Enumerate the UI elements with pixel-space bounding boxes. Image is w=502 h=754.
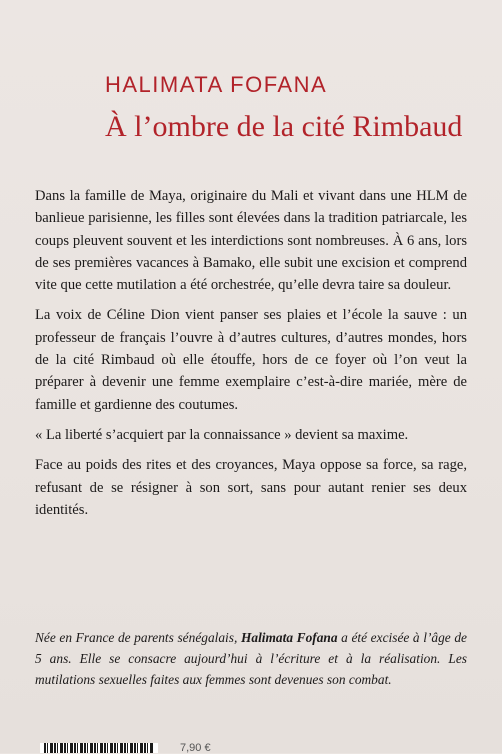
author-name: HALIMATA FOFANA	[105, 72, 328, 97]
synopsis	[35, 185, 467, 529]
synopsis-paragraph-4: Face au poids des rites et des croyances, Maya oppose sa force, sa rage, refusant de se résigner à son sort, sans pour autant renier ses deux identités.	[35, 457, 467, 518]
barcode	[40, 743, 158, 753]
book-title: À l’ombre de la cité Rimbaud	[105, 110, 463, 143]
price: 7,90 €	[180, 742, 211, 754]
synopsis-paragraph-2: La voix de Céline Dion vient panser ses plaies et l’école la sauve : un professeur de français l’ouvre à d’autres cultures, d’autres mondes, hors de la cité Rimbaud où elle étouffe, hors de ce foyer où l’on veut la préparer à devenir une femme exemplaire c’est-à-dire mariée, mère de famille et gardienne des coutumes.	[35, 307, 467, 413]
synopsis-paragraph-1: Dans la famille de Maya, originaire du Mali et vivant dans une HLM de banlieue parisienne, les filles sont élevées dans la tradition patriarcale, les coups pleuvent souvent et les interdictions sont nombreuses. À 6 ans, lors de ses premières vacances à Bamako, elle subit une excision et comprend vite que cette mutilation a été orchestrée, qu’elle devra taire sa douleur.	[35, 188, 467, 294]
synopsis-quote: « La liberté s’acquiert par la connaissance » devient sa maxime.	[35, 426, 409, 443]
author-bio	[35, 628, 467, 690]
bio-author-name: Halimata Fofana	[240, 630, 338, 645]
bio-intro: Née en France de parents sénégalais,	[35, 630, 241, 645]
author-bio-text	[35, 628, 467, 690]
bio-details: a été excisée à l’âge de 5 ans. Elle se consacre aujourd’hui à l’écriture et à la réalisation. Les mutilations sexuelles faites aux femmes sont devenues son combat.	[35, 630, 467, 687]
